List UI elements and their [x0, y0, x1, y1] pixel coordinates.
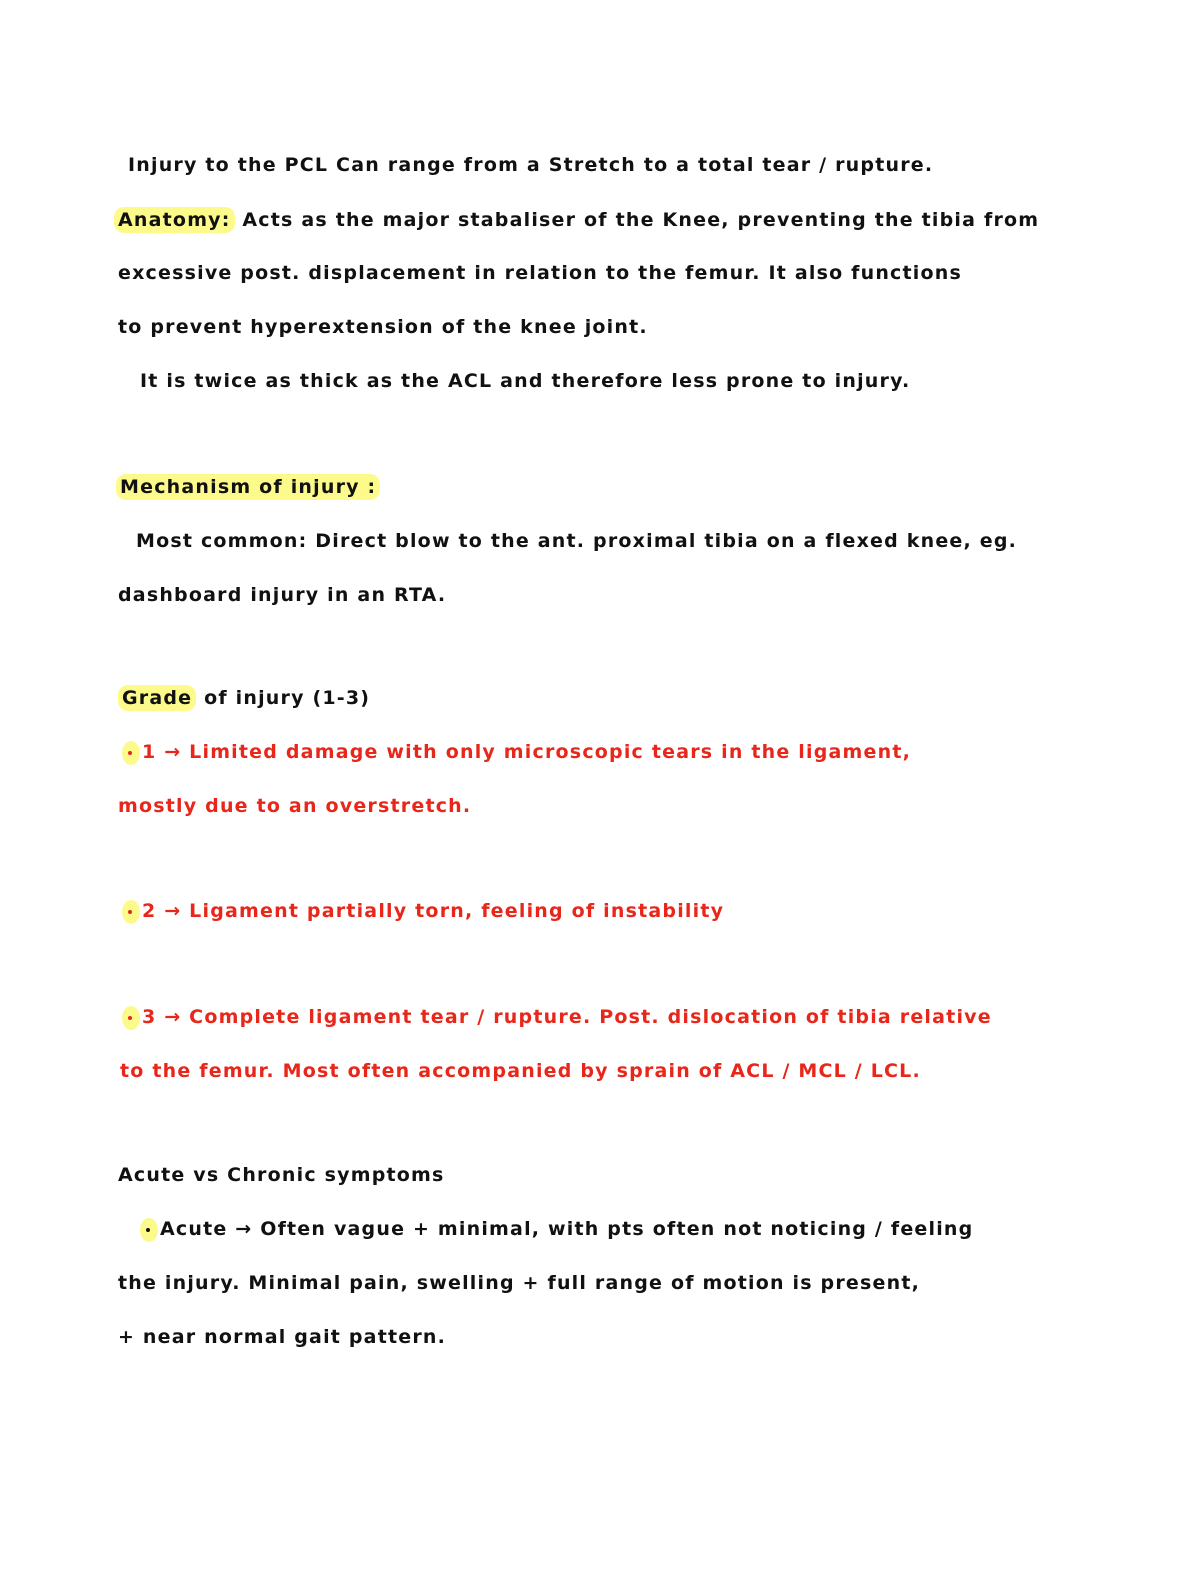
anatomy-line-4	[140, 366, 910, 396]
grade-heading-line	[122, 683, 370, 713]
grade-3-line-1	[122, 1002, 992, 1032]
acute-line-1	[140, 1214, 973, 1244]
acute-text-2: the injury. Minimal pain, swelling + full range of motion is present,	[118, 1272, 921, 1294]
anatomy-heading: Anatomy:	[114, 207, 235, 233]
anatomy-text-2: excessive post. displacement in relation to the femur. It also functions	[118, 262, 963, 284]
acute-text-1: Acute → Often vague + minimal, with pts often not noticing / feeling	[160, 1218, 974, 1240]
grade-3-text-1: 3 → Complete ligament tear / rupture. Post. dislocation of tibia relative	[142, 1006, 992, 1028]
intro-line	[128, 150, 933, 180]
anatomy-line-2	[118, 258, 962, 288]
acute-line-3	[118, 1322, 446, 1352]
anatomy-line-3	[118, 312, 648, 342]
grade-1-text-2: mostly due to an overstretch.	[118, 795, 472, 817]
grade-3-line-2	[120, 1056, 921, 1086]
mechanism-heading-line	[120, 472, 380, 502]
anatomy-text-1: Acts as the major stabaliser of the Knee, preventing the tibia from	[234, 209, 1040, 231]
mechanism-line-2	[118, 580, 446, 610]
acute-line-2	[118, 1268, 920, 1298]
anatomy-text-4: It is twice as thick as the ACL and therefore less prone to injury.	[140, 370, 911, 392]
mechanism-text-2: dashboard injury in an RTA.	[118, 584, 447, 606]
bullet-icon	[140, 1218, 158, 1242]
grade-1-line-1	[122, 737, 911, 767]
anatomy-text-3: to prevent hyperextension of the knee joint.	[118, 316, 648, 338]
grade-heading-highlight: Grade	[118, 685, 196, 711]
grade-3-text-2: to the femur. Most often accompanied by sprain of ACL / MCL / LCL.	[120, 1060, 921, 1082]
bullet-icon	[122, 741, 140, 765]
grade-2-text-1: 2 → Ligament partially torn, feeling of instability	[142, 900, 725, 922]
mechanism-text-1: Most common: Direct blow to the ant. proximal tibia on a flexed knee, eg.	[136, 530, 1018, 552]
symptoms-heading: Acute vs Chronic symptoms	[118, 1164, 445, 1186]
grade-heading-rest: of injury (1-3)	[196, 687, 371, 709]
grade-1-text-1: 1 → Limited damage with only microscopic tears in the ligament,	[142, 741, 912, 763]
intro-text: Injury to the PCL Can range from a Stretch to a total tear / rupture.	[128, 154, 934, 176]
anatomy-line-1	[118, 205, 1039, 235]
bullet-icon	[122, 900, 140, 924]
mechanism-line-1	[136, 526, 1017, 556]
mechanism-heading: Mechanism of injury :	[116, 474, 380, 500]
grade-2-line-1	[122, 896, 724, 926]
bullet-icon	[122, 1006, 140, 1030]
grade-1-line-2	[118, 791, 471, 821]
symptoms-heading-line	[118, 1160, 445, 1190]
acute-text-3: + near normal gait pattern.	[118, 1326, 447, 1348]
